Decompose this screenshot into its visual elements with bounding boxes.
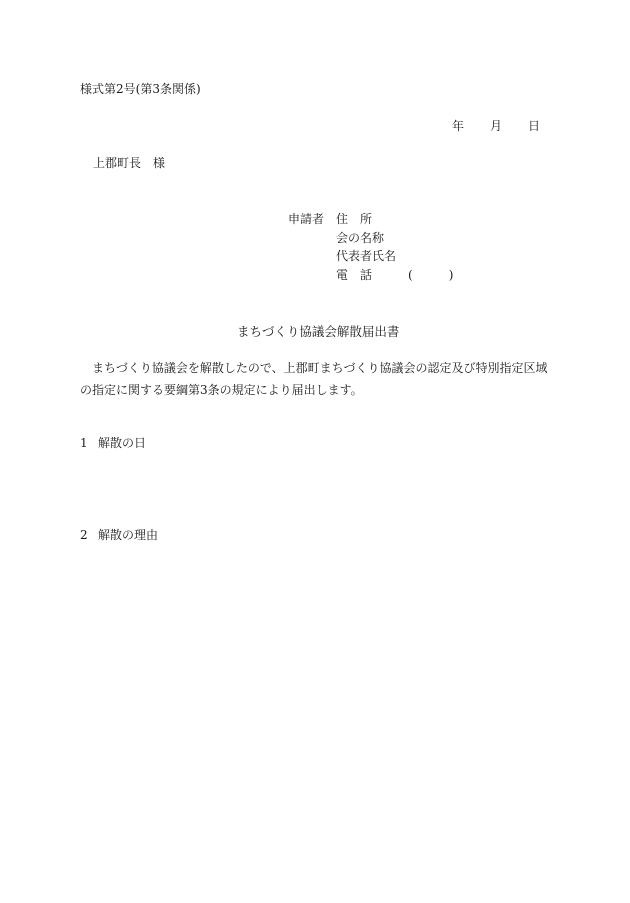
- document-title: まちづくり協議会解散届出書: [237, 324, 400, 339]
- section-number: 2: [80, 528, 88, 542]
- form-number: 様式第2号(第3条関係): [80, 82, 201, 96]
- date-year-label: 年: [452, 119, 465, 133]
- section-label: 解散の理由: [98, 528, 159, 542]
- association-name-label: 会の名称: [336, 231, 385, 245]
- section-number: 1: [80, 436, 88, 450]
- address-label: 住 所: [336, 212, 373, 226]
- phone-paren-close: ): [448, 268, 454, 282]
- addressee: 上郡町長 様: [93, 156, 166, 170]
- section-label: 解散の日: [98, 436, 147, 450]
- date-month-label: 月: [490, 119, 503, 133]
- phone-field: [336, 269, 453, 281]
- phone-label: 電 話: [336, 268, 373, 282]
- date-line: [452, 120, 540, 132]
- date-day-label: 日: [528, 119, 541, 133]
- section-dissolution-reason: [80, 529, 158, 541]
- section-dissolution-date: [80, 437, 146, 449]
- applicant-heading: 申請者: [288, 212, 325, 226]
- body-paragraph: まちづくり協議会を解散したので、上郡町まちづくり協議会の認定及び特別指定区域の指定に関する要綱第3条の規定により届出します。: [80, 361, 548, 397]
- representative-name-label: 代表者氏名: [336, 249, 397, 263]
- phone-paren-open: (: [408, 268, 413, 282]
